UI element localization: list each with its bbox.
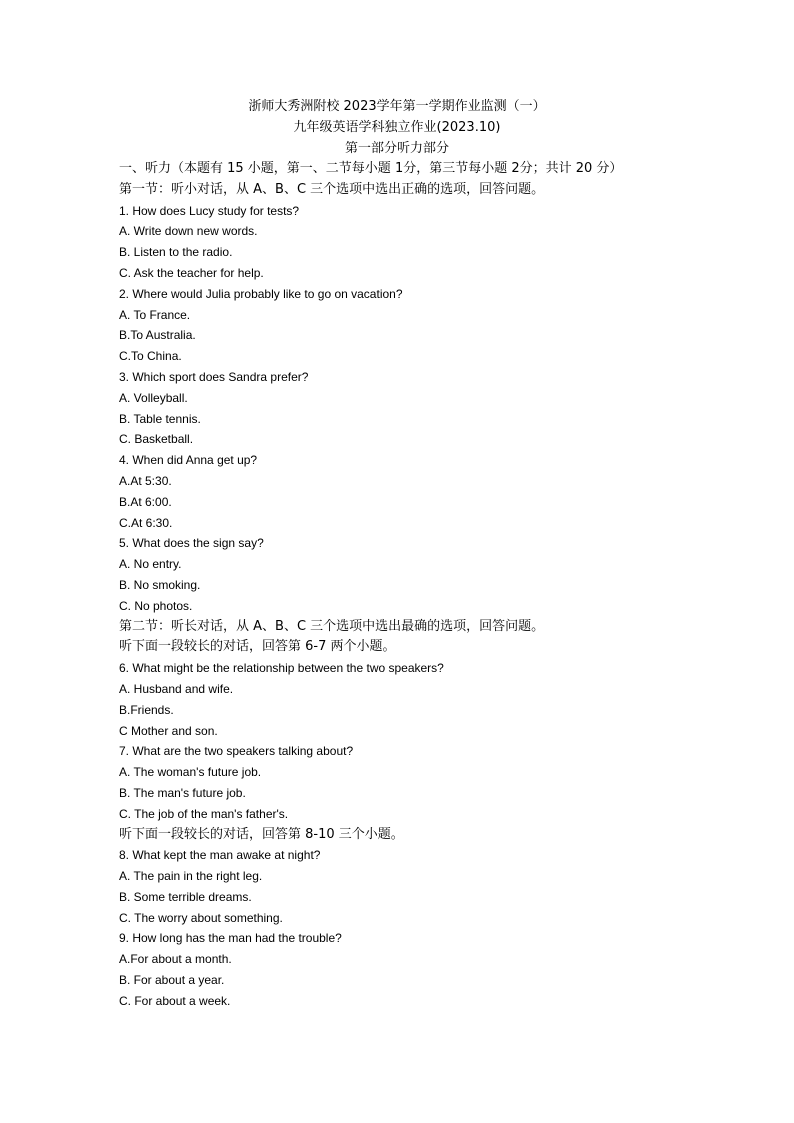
question-1: 1. How does Lucy study for tests? xyxy=(119,203,300,218)
exam-title: 浙师大秀洲附校 2023学年第一学期作业监测（一） xyxy=(248,99,546,114)
question-4-option-a: A.At 5:30. xyxy=(119,473,172,488)
question-4: 4. When did Anna get up? xyxy=(119,453,258,468)
question-8: 8. What kept the man awake at night? xyxy=(119,848,321,863)
question-3-option-a: A. Volleyball. xyxy=(119,390,188,405)
exam-subtitle: 九年级英语学科独立作业(2023.10) xyxy=(293,120,501,135)
question-8-option-c: C. The worry about something. xyxy=(119,910,283,925)
question-8-option-b: B. Some terrible dreams. xyxy=(119,889,252,904)
question-6-option-a: A. Husband and wife. xyxy=(119,681,234,696)
question-7: 7. What are the two speakers talking about? xyxy=(119,744,354,759)
question-4-option-c: C.At 6:30. xyxy=(119,515,173,530)
question-9: 9. How long has the man had the trouble? xyxy=(119,931,342,946)
question-6-option-c: C Mother and son. xyxy=(119,723,218,738)
part2-intro-8-10: 听下面一段较长的对话，回答第 8-10 三个小题。 xyxy=(119,826,404,842)
question-3: 3. Which sport does Sandra prefer? xyxy=(119,369,309,384)
question-7-option-b: B. The man's future job. xyxy=(119,785,246,800)
section-heading: 一、听力（本题有 15 小题，第一、二节每小题 1分，第三节每小题 2分；共计 20 分） xyxy=(119,161,623,176)
question-2: 2. Where would Julia probably like to go on vacation? xyxy=(119,286,403,301)
question-1-option-b: B. Listen to the radio. xyxy=(119,245,233,260)
question-8-option-a: A. The pain in the right leg. xyxy=(119,869,263,884)
question-5: 5. What does the sign say? xyxy=(119,536,264,551)
question-2-option-c: C.To China. xyxy=(119,349,182,364)
question-9-option-c: C. For about a week. xyxy=(119,993,231,1008)
exam-content xyxy=(119,159,779,1012)
question-5-option-a: A. No entry. xyxy=(119,557,182,572)
question-6-option-b: B.Friends. xyxy=(119,702,174,717)
question-7-option-c: C. The job of the man's father's. xyxy=(119,806,289,821)
question-5-option-b: B. No smoking. xyxy=(119,577,201,592)
question-2-option-a: A. To France. xyxy=(119,307,191,322)
question-2-option-b: B.To Australia. xyxy=(119,328,196,343)
question-4-option-b: B.At 6:00. xyxy=(119,494,172,509)
question-9-option-b: B. For about a year. xyxy=(119,973,225,988)
part2-intro-6-7: 听下面一段较长的对话，回答第 6-7 两个小题。 xyxy=(119,639,396,655)
part1-heading: 第一节：听小对话，从 A、B、C 三个选项中选出正确的选项，回答问题。 xyxy=(119,181,545,197)
question-7-option-a: A. The woman's future job. xyxy=(119,765,262,780)
question-5-option-c: C. No photos. xyxy=(119,598,193,613)
question-1-option-a: A. Write down new words. xyxy=(119,224,258,239)
part-title: 第一部分听力部分 xyxy=(344,141,449,156)
part2-heading: 第二节：听长对话，从 A、B、C 三个选项中选出最确的选项，回答问题。 xyxy=(119,618,545,634)
question-6: 6. What might be the relationship between the two speakers? xyxy=(119,661,444,676)
question-3-option-b: B. Table tennis. xyxy=(119,411,201,426)
question-1-option-c: C. Ask the teacher for help. xyxy=(119,265,264,280)
question-9-option-a: A.For about a month. xyxy=(119,952,232,967)
question-3-option-c: C. Basketball. xyxy=(119,432,194,447)
